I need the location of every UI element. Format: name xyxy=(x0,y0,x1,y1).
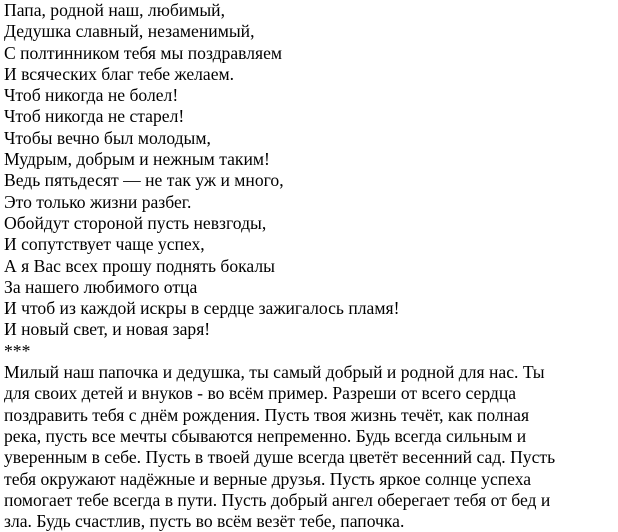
poem-line: За нашего любимого отца xyxy=(4,276,198,297)
prose-line: для своих детей и внуков - во всём пример. Разреши от всего сердца xyxy=(4,383,517,404)
prose-line: зла. Будь счастлив, пусть во всём везёт тебе, папочка. xyxy=(4,511,405,532)
prose-line: помогает тебе всегда в пути. Пусть добрый ангел оберегает тебя от бед и xyxy=(4,489,551,510)
poem-line: Чтобы вечно был молодым, xyxy=(4,127,211,148)
poem-line: А я Вас всех прошу поднять бокалы xyxy=(4,255,275,276)
poem-line: Чтоб никогда не болел! xyxy=(4,85,179,106)
prose-line: поздравить тебя с днём рождения. Пусть твоя жизнь течёт, как полная xyxy=(4,404,530,425)
poem-line: Дедушка славный, незаменимый, xyxy=(4,21,255,42)
poem-line: И сопутствует чаще успех, xyxy=(4,234,205,255)
section-separator: *** xyxy=(4,340,31,361)
poem-line: Это только жизни разбег. xyxy=(4,191,192,212)
prose-paragraph xyxy=(4,362,614,532)
poem-line: Мудрым, добрым и нежным таким! xyxy=(4,149,270,170)
prose-line: река, пусть все мечты сбываются непременно. Будь всегда сильным и xyxy=(4,425,527,446)
prose-line: тебя окружают надёжные и верные друзья. Пусть яркое солнце успеха xyxy=(4,468,532,489)
poem-line: Обойдут стороной пусть невзгоды, xyxy=(4,212,267,233)
poem xyxy=(4,0,614,341)
poem-line: Папа, родной наш, любимый, xyxy=(4,0,225,20)
poem-line: И чтоб из каждой искры в сердце зажигалось пламя! xyxy=(4,298,400,319)
poem-line: Ведь пятьдесят — не так уж и много, xyxy=(4,170,284,191)
prose-line: уверенным в себе. Пусть в твоей душе всегда цветёт весенний сад. Пусть xyxy=(4,447,556,468)
poem-line: И новый свет, и новая заря! xyxy=(4,319,211,340)
prose-line: Милый наш папочка и дедушка, ты самый добрый и родной для нас. Ты xyxy=(4,362,545,383)
poem-line: С полтинником тебя мы поздравляем xyxy=(4,42,283,63)
poem-line: И всяческих благ тебе желаем. xyxy=(4,63,235,84)
poem-line: Чтоб никогда не старел! xyxy=(4,106,185,127)
greeting-document xyxy=(4,0,614,532)
